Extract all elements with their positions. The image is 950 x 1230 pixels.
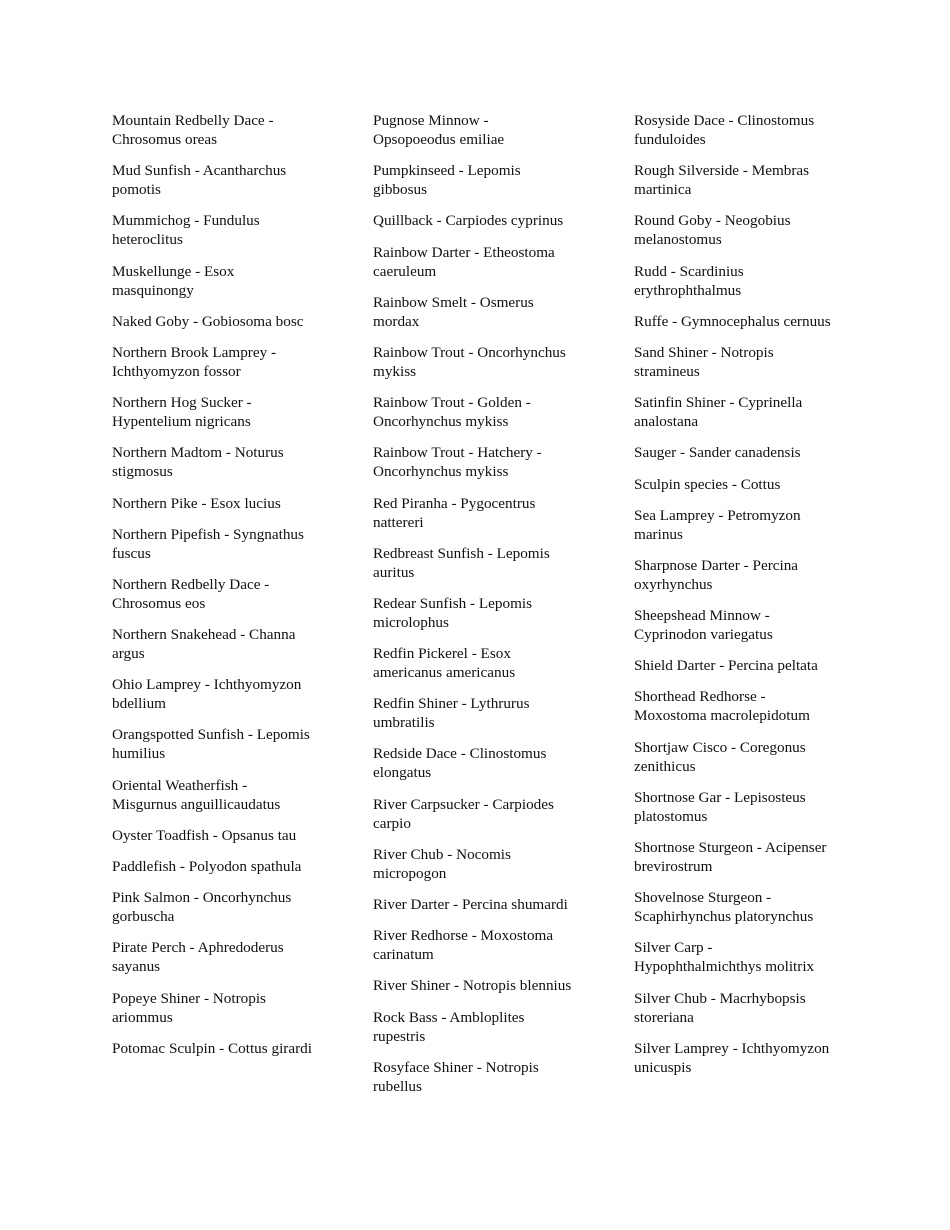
species-entry-line: heteroclitus bbox=[112, 231, 183, 249]
species-entry bbox=[112, 575, 327, 613]
species-entry-line: Orangspotted Sunfish - Lepomis bbox=[112, 726, 310, 744]
species-entry-line: Pugnose Minnow - bbox=[373, 112, 489, 129]
species-entry-line: Rough Silverside - Membras bbox=[634, 162, 810, 180]
species-entry bbox=[112, 494, 327, 513]
species-entry-line: gorbuscha bbox=[112, 908, 175, 926]
species-entry bbox=[634, 938, 849, 976]
species-entry-line: Naked Goby - Gobiosoma bosc bbox=[112, 312, 304, 330]
species-entry bbox=[634, 656, 849, 675]
species-entry bbox=[373, 111, 588, 149]
species-entry-line: martinica bbox=[634, 181, 692, 199]
species-entry-line: Opsopoeodus emiliae bbox=[373, 131, 505, 148]
species-entry bbox=[112, 443, 327, 481]
species-entry bbox=[112, 393, 327, 431]
species-entry-line: stigmosus bbox=[112, 463, 173, 481]
species-entry-line: americanus americanus bbox=[373, 664, 516, 682]
species-entry bbox=[634, 443, 849, 462]
species-entry-line: Oncorhynchus mykiss bbox=[373, 463, 509, 481]
species-entry-line: Shortjaw Cisco - Coregonus bbox=[634, 738, 806, 756]
species-entry bbox=[634, 888, 849, 926]
species-entry-line: Oyster Toadfish - Opsanus tau bbox=[112, 826, 297, 844]
species-entry-line: platostomus bbox=[634, 807, 708, 825]
species-entry-line: Round Goby - Neogobius bbox=[634, 212, 791, 230]
species-entry bbox=[112, 776, 327, 814]
species-entry-line: erythrophthalmus bbox=[634, 281, 742, 299]
species-entry-line: Scaphirhynchus platorynchus bbox=[634, 908, 814, 926]
species-entry-line: pomotis bbox=[112, 181, 161, 199]
species-entry-line: Misgurnus anguillicaudatus bbox=[112, 795, 281, 813]
species-entry bbox=[112, 111, 327, 149]
species-entry bbox=[373, 494, 588, 532]
species-entry-line: Paddlefish - Polyodon spathula bbox=[112, 858, 302, 875]
species-entry-line: Hypentelium nigricans bbox=[112, 413, 251, 431]
species-entry bbox=[634, 343, 849, 381]
species-entry-line: umbratilis bbox=[373, 714, 435, 732]
species-entry-line: Silver Carp - bbox=[634, 939, 713, 957]
species-entry-line: stramineus bbox=[634, 362, 700, 380]
species-entry-line: Ichthyomyzon fossor bbox=[112, 362, 241, 380]
species-entry bbox=[373, 926, 588, 964]
species-entry bbox=[634, 989, 849, 1027]
species-entry bbox=[373, 343, 588, 381]
species-entry-line: micropogon bbox=[373, 864, 447, 882]
species-entry bbox=[373, 795, 588, 833]
species-entry bbox=[634, 738, 849, 776]
species-entry-line: mykiss bbox=[373, 362, 417, 380]
species-entry-line: River Carpsucker - Carpiodes bbox=[373, 795, 554, 813]
species-entry-line: ariommus bbox=[112, 1008, 173, 1026]
species-entry-line: Rosyface Shiner - Notropis bbox=[373, 1058, 539, 1076]
species-entry-line: Ohio Lamprey - Ichthyomyzon bbox=[112, 676, 302, 694]
species-entry-line: Red Piranha - Pygocentrus bbox=[373, 494, 536, 512]
species-entry-line: Pumpkinseed - Lepomis bbox=[373, 162, 521, 180]
species-entry-line: River Shiner - Notropis blennius bbox=[373, 977, 572, 995]
species-entry-line: Satinfin Shiner - Cyprinella bbox=[634, 394, 803, 412]
species-entry bbox=[634, 262, 849, 300]
species-entry-line: River Chub - Nocomis bbox=[373, 845, 511, 863]
species-entry-line: funduloides bbox=[634, 131, 706, 148]
species-entry-line: Mud Sunfish - Acantharchus bbox=[112, 162, 287, 180]
species-entry bbox=[373, 845, 588, 883]
species-entry bbox=[112, 888, 327, 926]
species-entry bbox=[112, 312, 327, 331]
species-entry-line: auritus bbox=[373, 563, 415, 581]
species-entry-line: elongatus bbox=[373, 764, 432, 782]
species-entry-line: Redfin Shiner - Lythrurus bbox=[373, 695, 530, 713]
species-entry-line: masquinongy bbox=[112, 281, 194, 299]
species-entry-line: melanostomus bbox=[634, 231, 722, 249]
species-entry bbox=[112, 725, 327, 763]
species-entry-line: River Redhorse - Moxostoma bbox=[373, 927, 554, 945]
species-entry-line: Northern Madtom - Noturus bbox=[112, 444, 284, 462]
species-entry bbox=[634, 506, 849, 544]
species-entry bbox=[112, 857, 327, 876]
species-entry-line: Redside Dace - Clinostomus bbox=[373, 745, 547, 763]
species-entry-line: unicuspis bbox=[634, 1058, 692, 1076]
species-entry bbox=[634, 312, 849, 331]
species-entry bbox=[112, 938, 327, 976]
species-entry bbox=[634, 111, 849, 149]
species-entry-line: Shortnose Gar - Lepisosteus bbox=[634, 788, 806, 806]
species-column-3 bbox=[634, 111, 849, 1089]
species-entry bbox=[373, 895, 588, 914]
species-entry-line: Sharpnose Darter - Percina bbox=[634, 556, 799, 574]
species-entry bbox=[112, 989, 327, 1027]
species-entry bbox=[112, 343, 327, 381]
species-entry-line: Popeye Shiner - Notropis bbox=[112, 989, 266, 1007]
species-entry-line: mordax bbox=[373, 312, 420, 330]
species-entry bbox=[373, 393, 588, 431]
species-entry bbox=[373, 1058, 588, 1096]
species-entry bbox=[373, 744, 588, 782]
species-entry-line: Northern Pike - Esox lucius bbox=[112, 494, 281, 512]
species-entry-line: Sand Shiner - Notropis bbox=[634, 343, 774, 361]
species-entry-line: argus bbox=[112, 645, 145, 663]
species-entry bbox=[373, 443, 588, 481]
species-entry-line: Pirate Perch - Aphredoderus bbox=[112, 939, 284, 957]
species-entry bbox=[373, 694, 588, 732]
species-entry bbox=[373, 161, 588, 199]
species-entry bbox=[373, 644, 588, 682]
species-entry-line: Oriental Weatherfish - bbox=[112, 776, 248, 794]
species-entry-line: marinus bbox=[634, 525, 683, 543]
species-entry-line: Chrosomus oreas bbox=[112, 131, 218, 148]
species-entry-line: Silver Chub - Macrhybopsis bbox=[634, 989, 806, 1007]
species-entry bbox=[112, 826, 327, 845]
species-entry-line: rubellus bbox=[373, 1077, 422, 1095]
species-entry bbox=[373, 293, 588, 331]
species-entry bbox=[112, 675, 327, 713]
species-entry-line: Moxostoma macrolepidotum bbox=[634, 707, 810, 725]
species-entry bbox=[634, 838, 849, 876]
species-entry bbox=[112, 211, 327, 249]
species-entry-line: Northern Redbelly Dace - bbox=[112, 575, 270, 593]
species-entry-line: Redear Sunfish - Lepomis bbox=[373, 594, 533, 612]
species-entry-line: Shortnose Sturgeon - Acipenser bbox=[634, 839, 827, 856]
species-entry-line: Rainbow Smelt - Osmerus bbox=[373, 293, 534, 311]
species-entry-line: Sea Lamprey - Petromyzon bbox=[634, 506, 801, 524]
species-entry-line: Shovelnose Sturgeon - bbox=[634, 889, 772, 907]
species-entry bbox=[634, 788, 849, 826]
species-entry-line: Redbreast Sunfish - Lepomis bbox=[373, 544, 550, 562]
species-entry bbox=[373, 211, 588, 230]
species-entry bbox=[112, 161, 327, 199]
species-entry-line: Quillback - Carpiodes cyprinus bbox=[373, 212, 564, 230]
species-entry-line: Rock Bass - Ambloplites bbox=[373, 1008, 525, 1026]
species-entry-line: oxyrhynchus bbox=[634, 575, 713, 593]
species-entry-line: brevirostrum bbox=[634, 858, 713, 875]
species-entry-line: Ruffe - Gymnocephalus cernuus bbox=[634, 312, 831, 330]
species-entry-line: Sheepshead Minnow - bbox=[634, 607, 770, 625]
species-entry-line: Rosyside Dace - Clinostomus bbox=[634, 112, 815, 129]
species-entry-line: Mummichog - Fundulus bbox=[112, 212, 260, 230]
species-entry bbox=[373, 243, 588, 281]
species-entry-line: carinatum bbox=[373, 946, 434, 964]
species-entry bbox=[634, 687, 849, 725]
species-entry bbox=[634, 393, 849, 431]
species-entry-line: Shield Darter - Percina peltata bbox=[634, 657, 818, 675]
species-entry-line: Muskellunge - Esox bbox=[112, 262, 235, 280]
species-entry bbox=[634, 475, 849, 494]
species-entry-line: nattereri bbox=[373, 513, 424, 531]
species-entry-line: Rainbow Darter - Etheostoma bbox=[373, 243, 555, 261]
species-entry-line: Sauger - Sander canadensis bbox=[634, 444, 801, 462]
species-entry-line: rupestris bbox=[373, 1027, 426, 1045]
species-entry-line: Oncorhynchus mykiss bbox=[373, 413, 509, 431]
species-entry-line: Sculpin species - Cottus bbox=[634, 475, 781, 493]
species-entry-line: Chrosomus eos bbox=[112, 594, 206, 612]
species-entry-line: Rainbow Trout - Oncorhynchus bbox=[373, 343, 566, 361]
species-entry bbox=[112, 625, 327, 663]
species-entry-line: carpio bbox=[373, 814, 411, 832]
species-entry-line: Pink Salmon - Oncorhynchus bbox=[112, 889, 292, 907]
species-entry bbox=[373, 976, 588, 995]
species-entry-line: Hypophthalmichthys molitrix bbox=[634, 958, 815, 976]
species-entry-line: bdellium bbox=[112, 695, 166, 713]
species-entry-line: Northern Brook Lamprey - bbox=[112, 343, 277, 361]
species-entry-line: gibbosus bbox=[373, 181, 428, 199]
species-entry bbox=[634, 606, 849, 644]
species-column-2 bbox=[373, 111, 588, 1108]
species-entry bbox=[112, 1039, 327, 1058]
species-entry-line: Shorthead Redhorse - bbox=[634, 688, 766, 706]
species-entry bbox=[634, 556, 849, 594]
species-entry-line: Northern Snakehead - Channa bbox=[112, 626, 296, 644]
species-entry bbox=[112, 525, 327, 563]
species-column-1 bbox=[112, 111, 327, 1070]
species-entry-line: Mountain Redbelly Dace - bbox=[112, 112, 274, 129]
species-entry-line: caeruleum bbox=[373, 262, 437, 280]
species-entry-line: storeriana bbox=[634, 1008, 694, 1026]
species-entry-line: Northern Hog Sucker - bbox=[112, 394, 252, 412]
species-entry bbox=[373, 594, 588, 632]
species-entry-line: sayanus bbox=[112, 958, 161, 976]
species-entry-line: Rainbow Trout - Golden - bbox=[373, 394, 531, 412]
species-entry-line: Silver Lamprey - Ichthyomyzon bbox=[634, 1039, 830, 1057]
species-entry bbox=[112, 262, 327, 300]
species-entry bbox=[634, 211, 849, 249]
species-entry-line: fuscus bbox=[112, 544, 151, 562]
species-entry-line: humilius bbox=[112, 745, 166, 763]
species-entry bbox=[634, 1039, 849, 1077]
species-entry-line: microlophus bbox=[373, 613, 449, 631]
species-entry-line: Rainbow Trout - Hatchery - bbox=[373, 444, 542, 462]
species-entry-line: Redfin Pickerel - Esox bbox=[373, 645, 511, 663]
species-entry-line: Potomac Sculpin - Cottus girardi bbox=[112, 1039, 312, 1057]
species-entry bbox=[373, 544, 588, 582]
species-entry-line: zenithicus bbox=[634, 757, 696, 775]
species-entry-line: Rudd - Scardinius bbox=[634, 262, 744, 280]
species-entry-line: Cyprinodon variegatus bbox=[634, 626, 773, 644]
species-entry bbox=[634, 161, 849, 199]
species-entry-line: analostana bbox=[634, 413, 699, 431]
species-entry-line: River Darter - Percina shumardi bbox=[373, 896, 568, 913]
species-entry-line: Northern Pipefish - Syngnathus bbox=[112, 525, 304, 543]
species-entry bbox=[373, 1008, 588, 1046]
